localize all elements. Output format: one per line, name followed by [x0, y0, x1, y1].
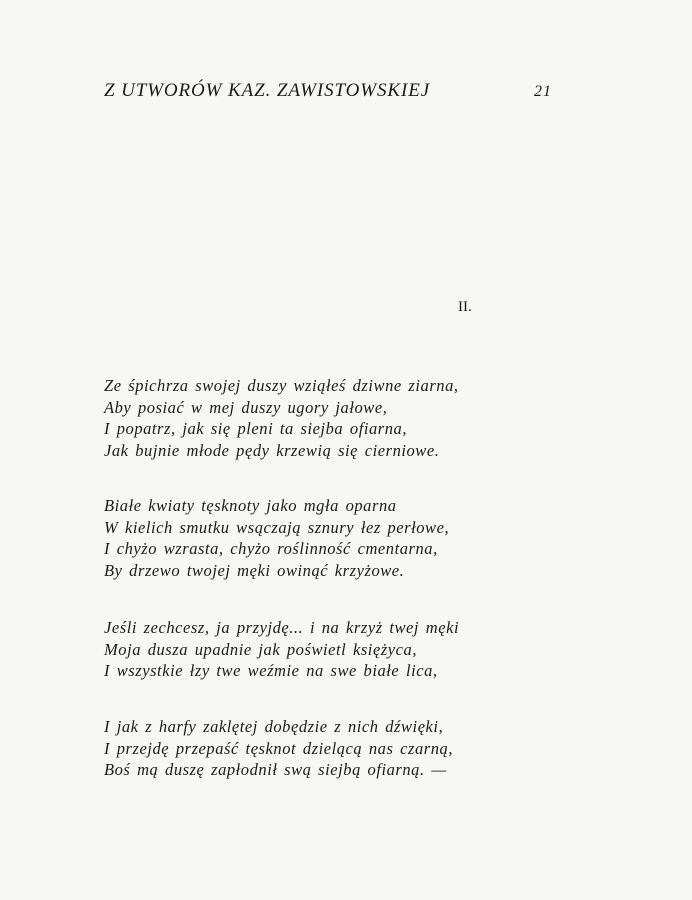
- running-title: Z UTWORÓW KAZ. ZAWISTOWSKIEJ: [104, 80, 431, 101]
- poem-line: Boś mą duszę zapłodnił swą siejbą ofiarną. —: [104, 760, 447, 779]
- poem-line: Jeśli zechcesz, ja przyjdę... i na krzyż twej męki: [104, 618, 460, 637]
- poem-line: I wszystkie łzy twe weźmie na swe białe lica,: [104, 661, 438, 680]
- poem-line: Białe kwiaty tęsknoty jako mgła oparna: [104, 496, 397, 515]
- poem-line: Aby posiać w mej duszy ugory jałowe,: [104, 397, 388, 417]
- section-number: II.: [458, 299, 472, 315]
- poem-line: I jak z harfy zaklętej dobędzie z nich dźwięki,: [104, 717, 444, 736]
- page-number: 21: [534, 83, 552, 100]
- poem-line: I przejdę przepaść tęsknot dzielącą nas czarną,: [104, 738, 454, 758]
- poem-line: W kielich smutku wsączają sznury łez perłowe,: [104, 517, 450, 537]
- stanza-3: [104, 617, 459, 682]
- poem-line: I chyżo wzrasta, chyżo roślinność cmentarna,: [104, 539, 438, 558]
- poem-line: By drzewo twojej męki owinąć krzyżowe.: [104, 560, 405, 580]
- poem-line: I popatrz, jak się pleni ta siejba ofiarna,: [104, 419, 408, 438]
- stanza-1: [104, 375, 459, 461]
- poem-line: Ze śpichrza swojej duszy wziąłeś dziwne ziarna,: [104, 376, 459, 395]
- poem-line: Moja dusza upadnie jak poświetl księżyca,: [104, 639, 418, 659]
- poem-line: Jak bujnie młode pędy krzewią się cierniowe.: [104, 440, 440, 460]
- stanza-2: [104, 495, 449, 581]
- stanza-4: [104, 716, 453, 781]
